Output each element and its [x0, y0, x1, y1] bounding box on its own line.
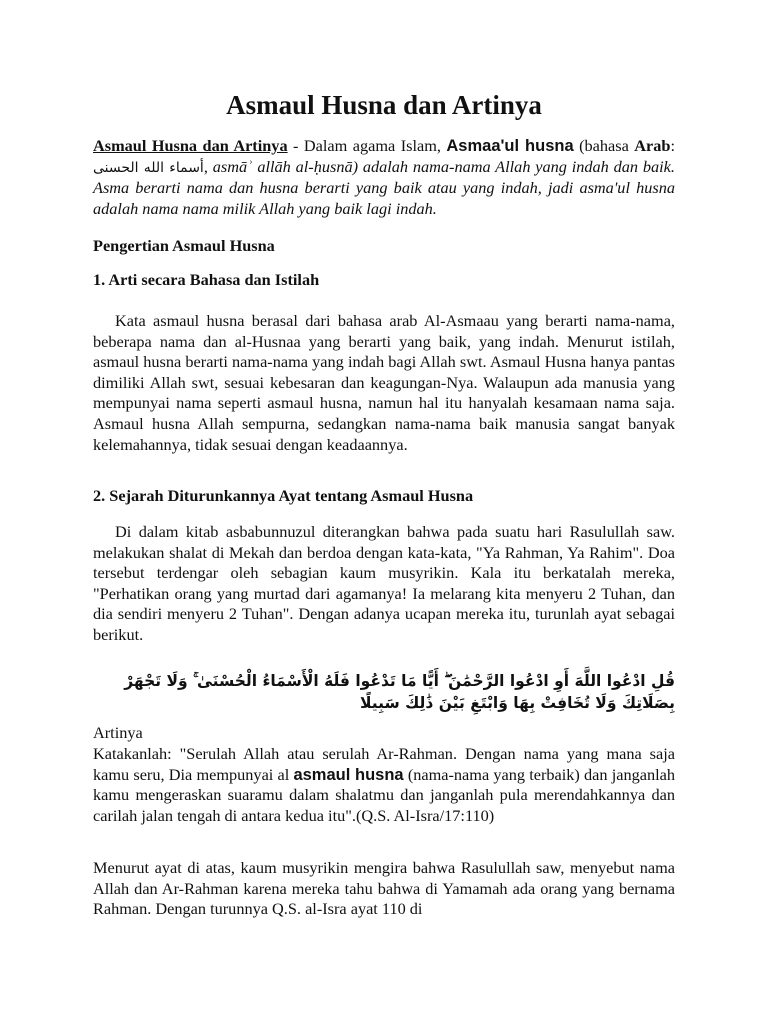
intro-transliteration: asmāʾ allāh al-ḥusnā) adalah nama-nama Allah yang indah dan baik. Asma berarti nama dan husna berarti yang baik atau yang indah, jadi asma'ul husna adalah nama nama milik Allah yang baik lagi indah.: [93, 156, 675, 218]
intro-arabic-text: أسماء الله الحسنى: [93, 159, 204, 176]
intro-text-3: :: [670, 136, 675, 155]
artinya-text-2: (nama-nama yang terbaik) dan janganlah kamu mengeraskan suaramu dalam shalatmu dan janganlah pula merendahkannya dan carilah jalan tengah di antara kedua itu".(Q.S. Al-Isra/17:110): [93, 764, 676, 825]
artinya-paragraph: [93, 744, 675, 826]
intro-term: Asmaa'ul husna: [446, 137, 574, 155]
closing-paragraph: Menurut ayat di atas, kaum musyrikin mengira bahwa Rasulullah saw, menyebut nama Allah dan Ar-Rahman karena mereka tahu bahwa di Yamamah ada orang yang bernama Rahman. Dengan turunnya Q.S. al-Isra ayat 110 di: [93, 858, 675, 919]
heading-section-1: 1. Arti secara Bahasa dan Istilah: [93, 270, 320, 289]
intro-text-1: - Dalam agama Islam,: [287, 136, 447, 155]
intro-text-2: (bahasa: [573, 136, 635, 155]
intro-paragraph: [93, 136, 675, 219]
heading-pengertian: Pengertian Asmaul Husna: [93, 236, 275, 255]
artinya-text-1: Katakanlah: "Serulah Allah atau serulah Ar-Rahman. Dengan nama yang mana saja kamu seru, Dia mempunyai al: [93, 744, 675, 784]
page-title: Asmaul Husna dan Artinya: [226, 90, 542, 120]
quran-verse: قُلِ ادْعُوا اللَّهَ أَوِ ادْعُوا الرَّحْمَٰنَ ۖ أَيًّا مَا تَدْعُوا فَلَهُ الْأَسْمَاءُ الْحُسْنَىٰ ۚ وَلَا تَجْهَرْ بِصَلَاتِكَ وَلَا تُخَافِتْ بِهَا وَابْتَغِ بَيْنَ ذَٰلِكَ سَبِيلًا: [124, 671, 675, 712]
section-1-body: Kata asmaul husna berasal dari bahasa arab Al-Asmaau yang berarti nama-nama, beberapa nama dan al-Husnaa yang berarti yang baik, yang indah. Menurut istilah, asmaul husna berarti nama-nama yang indah bagi Allah swt. Asmaul Husna hanya pantas dimiliki Allah swt, sesuai kebesaran dan keagungan-Nya. Walaupun ada manusia yang mempunyai nama seperti asmaul husna, namun hal itu hanyalah kesamaan nama saja. Asmaul husna Allah sempurna, sedangkan nama-nama baik manusia sangat banyak kelemahannya, tidak sesuai dengan keadaannya.: [93, 311, 675, 454]
title-link[interactable]: Asmaul Husna dan Artinya: [93, 136, 288, 155]
heading-section-2: 2. Sejarah Diturunkannya Ayat tentang Asmaul Husna: [93, 486, 474, 505]
artinya-term: asmaul husna: [293, 765, 404, 784]
intro-text-4: ,: [203, 156, 213, 176]
artinya-label: Artinya: [93, 723, 143, 742]
section-2-body: Di dalam kitab asbabunnuzul diterangkan bahwa pada suatu hari Rasulullah saw. melakukan shalat di Mekah dan berdoa dengan kata-kata, "Ya Rahman, Ya Rahim". Doa tersebut terdengar oleh sebagian kaum musyrikin. Kala itu berkatalah mereka, "Perhatikan orang yang murtad dari agamanya! Ia melarang kita menyeru 2 Tuhan, dan dia sendiri menyeru 2 Tuhan". Dengan adanya ucapan mereka itu, turunlah ayat sebagai berikut.: [93, 522, 675, 644]
intro-arab-label: Arab: [634, 136, 671, 155]
